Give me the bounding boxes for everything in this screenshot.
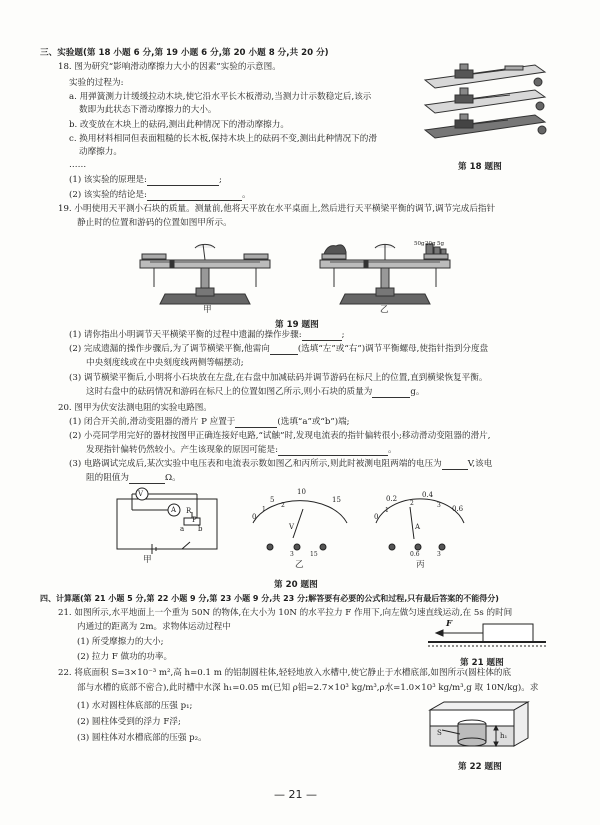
amp-term-0-6: 0.6 <box>410 551 420 558</box>
volt-small-2: 2 <box>281 502 285 509</box>
amp-tick-0-4: 0.4 <box>422 491 434 499</box>
circuit-label-r: R <box>186 507 192 515</box>
volt-tick-5: 5 <box>270 496 275 504</box>
q21-s1: 21. 如图所示,水平地面上一个重为 50N 的物体,在大小为 10N 的水平拉力 F 作用下,向左做匀速直线运动,在 5s 的时间 <box>58 608 513 618</box>
q20-p3b: 阻的阻值为 Ω。 <box>86 473 181 483</box>
figure-21-caption: 第 21 题图 <box>460 658 504 668</box>
q22-p2: (2) 圆柱体受到的浮力 F浮; <box>77 717 181 727</box>
q19-label-yi: 乙 <box>380 305 389 315</box>
q18-a1: a. 用弹簧测力计缓缓拉动木块,使它沿水平长木板滑动,当测力计示数稳定后,该示 <box>69 92 372 102</box>
circuit-label-jia: 甲 <box>143 555 152 565</box>
weight-50g: 50g <box>414 241 425 247</box>
q19-p1: (1) 请你指出小明调节天平横梁平衡的过程中遗漏的操作步骤: ; <box>69 330 345 340</box>
q21-p2: (2) 拉力 F 做功的功率。 <box>77 652 173 662</box>
amp-term-3: 3 <box>437 551 441 558</box>
q19-p3a: (3) 调节横梁平衡后,小明将小石块放在左盘,在右盘中加减砝码并调节游码在标尺上的位置,直到横梁恢复平衡。 <box>69 373 488 383</box>
amp-tick-0-6: 0.6 <box>452 505 464 513</box>
q18-b: b. 改变放在木块上的砝码,测出此种情况下的滑动摩擦力。 <box>69 120 289 130</box>
q18-process-label: 实验的过程为: <box>69 78 124 88</box>
amp-unit: A <box>415 523 421 531</box>
balance-jia <box>130 232 280 312</box>
figure-22-s-label: S <box>437 729 442 737</box>
section4-heading: 四、计算题(第 21 小题 5 分,第 22 小题 9 分,第 23 小题 9 分,共 23 分;解答要有必要的公式和过程,只有最后答案的不能得分) <box>40 594 499 603</box>
amp-tick-0-2: 0.2 <box>386 495 398 503</box>
circuit-label-v: V <box>138 490 144 498</box>
amp-tick-0: 0 <box>374 513 379 521</box>
q20-p2b: 发现指针偏转仍然较小。产生该现象的原因可能是: 。 <box>86 445 397 455</box>
q20-stem: 20. 图甲为伏安法测电阻的实验电路图。 <box>58 403 212 413</box>
circuit-label-pa: a <box>180 525 185 533</box>
figure-18-caption: 第 18 题图 <box>458 162 502 172</box>
q22-s1: 22. 将底面积 S=3×10⁻³ m²,高 h=0.1 m 的铝制圆柱体,轻轻地放入水槽中,使它静止于水槽底部,如图所示(圆柱体的底 <box>58 668 512 678</box>
weight-20g: 20g <box>425 241 436 247</box>
volt-term-15: 15 <box>310 551 318 558</box>
q19-p2c: 中央刻度线或在中央刻度线两侧等幅摆动; <box>86 358 244 368</box>
q22-s2: 部与水槽的底部不密合),此时槽中水深 h₁=0.05 m(已知 ρ铝=2.7×10³ kg/m³,ρ水=1.0×10³ kg/m³,g 取 10N/kg)。求 <box>77 683 539 693</box>
volt-tick-10: 10 <box>297 488 306 496</box>
circuit-label-p: P <box>192 516 197 524</box>
volt-tick-0: 0 <box>252 513 257 521</box>
q19-stem1: 19. 小明使用天平测小石块的质量。测量前,他将天平放在水平桌面上,然后进行天平横梁平衡的调节,调节完成后指针 <box>58 204 496 214</box>
q19-label-jia: 甲 <box>203 305 212 315</box>
amp-small-3: 3 <box>437 502 441 509</box>
amp-small-1: 1 <box>385 507 389 514</box>
amp-small-2: 2 <box>410 500 414 507</box>
circuit-label-pb: b <box>198 525 203 533</box>
q22-p3: (3) 圆柱体对水槽底部的压强 p₂。 <box>77 733 207 743</box>
q18-q1: (1) 该实验的原理是: ; <box>69 175 222 185</box>
q20-p3a: (3) 电路调试完成后,某次实验中电压表和电流表示数如图乙和丙所示,则此时被测电阻两端的电压为 V,该电 <box>69 459 493 469</box>
q18-c1: c. 换用材料相同但表面粗糙的长木板,保持木块上的砝码不变,测出此种情况下的滑 <box>69 134 377 144</box>
q19-stem2: 静止时的位置和游码的位置如图甲所示。 <box>77 218 232 228</box>
q18-stem: 18. 图为研究“影响滑动摩擦力大小的因素”实验的示意图。 <box>58 62 281 72</box>
figure-18 <box>420 60 560 150</box>
volt-unit: V <box>289 523 295 531</box>
q18-q2: (2) 该实验的结论是: 。 <box>69 190 251 200</box>
q20-p1: (1) 闭合开关前,滑动变阻器的滑片 P 应置于 (选填“a”或“b”)端; <box>69 417 350 427</box>
q18-c2: 动摩擦力。 <box>79 147 122 157</box>
circuit-diagram <box>112 484 222 564</box>
weight-5g: 5g <box>437 241 445 247</box>
q21-p1: (1) 所受摩擦力的大小; <box>77 637 164 647</box>
q20-p2a: (2) 小亮同学用完好的器材按图甲正确连接好电路,“试触”时,发现电流表的指针偏转很小;移动滑动变阻器的滑片, <box>69 431 491 441</box>
figure-22-caption: 第 22 题图 <box>458 762 502 772</box>
q18-a2: 数即为此状态下滑动摩擦力的大小。 <box>79 105 217 115</box>
q22-p1: (1) 水对圆柱体底部的压强 p₁; <box>77 701 193 711</box>
page-number: — 21 — <box>274 788 317 801</box>
volt-small-1: 1 <box>262 506 266 513</box>
section3-heading: 三、实验题(第 18 小题 6 分,第 19 小题 6 分,第 20 小题 8 分,共 20 分) <box>40 48 329 58</box>
label-bing: 丙 <box>416 560 425 570</box>
q18-dots: …… <box>69 160 87 170</box>
volt-term-3: 3 <box>290 551 294 558</box>
label-yi: 乙 <box>295 560 304 570</box>
circuit-label-a: A <box>171 506 177 514</box>
volt-tick-15: 15 <box>332 496 341 504</box>
q21-s2: 内通过的距离为 2m。求物体运动过程中 <box>77 622 231 632</box>
figure-21-force-label: F <box>446 619 453 629</box>
figure-20-caption: 第 20 题图 <box>274 580 318 590</box>
figure-19-caption: 第 19 题图 <box>275 320 319 330</box>
figure-22-h1-label: h₁ <box>500 732 508 740</box>
figure-22 <box>424 700 534 750</box>
q19-p2: (2) 完成遗漏的操作步骤后,为了调节横梁平衡,他需向 (选填“左”或“右”)调节平衡螺母,使指针指到分度盘 <box>69 344 489 354</box>
q19-p3b: 这时右盘中的砝码情况和游码在标尺上的位置如图乙所示,则小石块的质量为 g。 <box>86 387 425 397</box>
